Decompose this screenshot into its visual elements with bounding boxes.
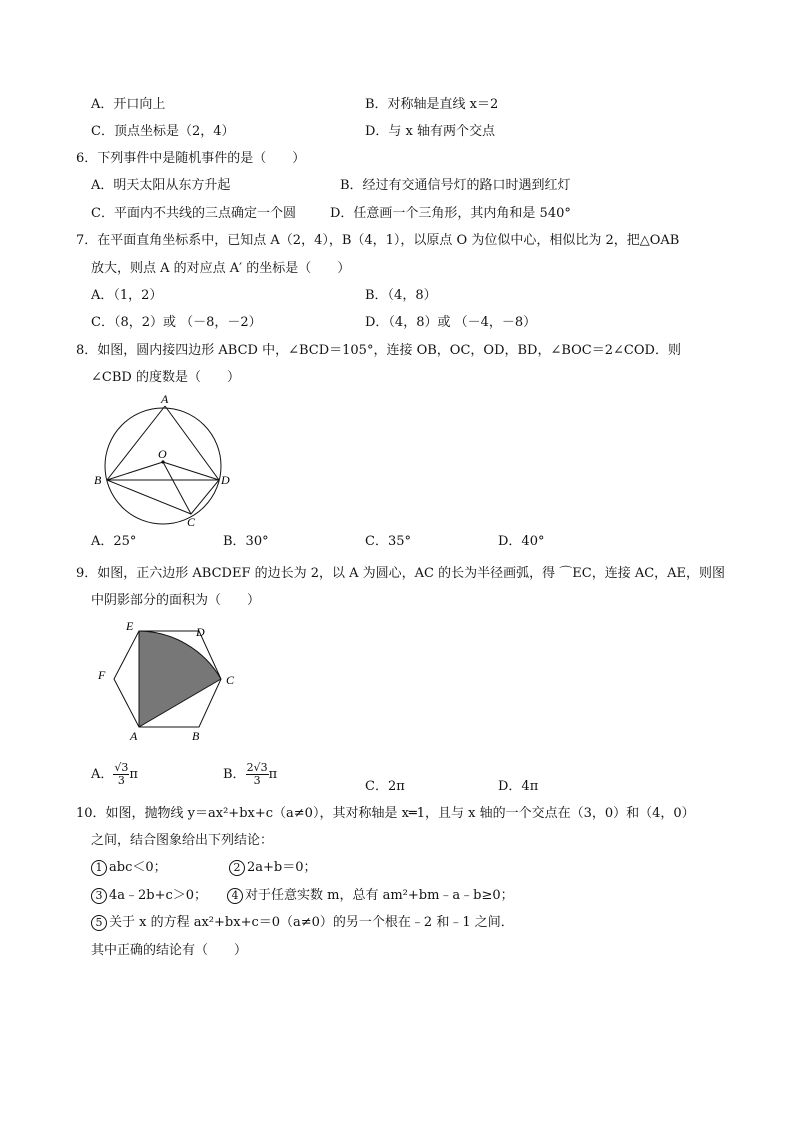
segment-ob [107, 462, 163, 480]
option-b-pi: π [268, 767, 278, 782]
q10-conclusion-2 [229, 859, 317, 877]
q6-option-a: A．明天太阳从东方升起 [91, 178, 231, 193]
label-b: B [94, 473, 102, 487]
q8-option-b: B．30° [223, 534, 269, 549]
label-f: F [98, 668, 106, 682]
q8-option-a: A．25° [91, 534, 137, 549]
q6-option-b: B．经过有交通信号灯的路口时遇到红灯 [340, 178, 571, 193]
q8-stem-line2: ∠CBD 的度数是（ ） [91, 370, 240, 385]
q9-option-a [91, 762, 138, 787]
conclusion-5-text: 关于 x 的方程 ax²+bx+c＝0（a≠0）的另一个根在﹣2 和﹣1 之间． [109, 915, 514, 930]
label-e: E [126, 619, 134, 633]
option-a-pi: π [129, 767, 138, 782]
circle-number-4: 4 [227, 888, 243, 904]
circumscribed-circle [105, 408, 221, 524]
q8-option-d: D．40° [498, 534, 545, 549]
q6-option-d: D．任意画一个三角形，其内角和是 540° [330, 206, 571, 221]
q10-conclusion-1 [91, 859, 167, 877]
label-d: D [196, 625, 205, 639]
circle-number-1: 1 [91, 860, 107, 876]
q6-stem: 6．下列事件中是随机事件的是（ ） [76, 151, 306, 166]
label-a: A [161, 394, 169, 406]
q10-conclusion-3 [91, 887, 207, 905]
q9-option-b [223, 762, 277, 787]
q8-stem-line1: 8．如图，圆内接四边形 ABCD 中，∠BCD＝105°，连接 OB，OC，OD，BD，∠BOC＝2∠COD．则 [76, 343, 681, 358]
conclusion-3-text: 4a﹣2b+c＞0； [109, 888, 208, 903]
q7-stem-line2: 放大，则点 A 的对应点 A′ 的坐标是（ ） [91, 261, 351, 276]
q7-option-d: D．（4，8）或 （－4，－8） [365, 315, 537, 330]
q10-conclusion-4 [227, 887, 514, 905]
q7-option-a: A．（1，2） [91, 288, 163, 303]
q5-option-b: B．对称轴是直线 x＝2 [365, 97, 499, 112]
q9-stem-line1: 9．如图，正六边形 ABCDEF 的边长为 2，以 A 为圆心，AC 的长为半径画弧，得 ⌒EC，连接 AC，AE，则图 [76, 566, 726, 581]
label-a: A [130, 729, 138, 743]
label-c: C [187, 515, 196, 529]
option-a-numerator: √3 [114, 761, 129, 774]
option-b-numerator: 2√3 [246, 761, 268, 774]
option-a-prefix: A． [91, 767, 114, 782]
label-o: O [158, 447, 167, 461]
circle-number-2: 2 [229, 860, 245, 876]
q6-option-c: C．平面内不共线的三点确定一个圆 [91, 206, 296, 221]
q9-stem-line2: 中阴影部分的面积为（ ） [91, 593, 261, 608]
q10-stem-line2: 之间，结合图象给出下列结论： [91, 833, 274, 848]
conclusion-2-text: 2a+b＝0； [247, 860, 317, 875]
option-b-fraction [246, 762, 269, 787]
q10-question-tail: 其中正确的结论有（ ） [91, 943, 248, 958]
conclusion-4-text: 对于任意实数 m，总有 am²+bm﹣a﹣b≥0； [245, 888, 514, 903]
conclusion-1-text: abc＜0； [109, 860, 167, 875]
shaded-sector [139, 631, 221, 727]
q7-option-b: B．（4，8） [365, 288, 437, 303]
q8-circle-figure [88, 394, 238, 530]
q5-option-a: A．开口向上 [91, 97, 166, 112]
q9-option-c: C．2π [365, 779, 405, 794]
q5-option-d: D．与 x 轴有两个交点 [365, 124, 496, 139]
circle-number-3: 3 [91, 888, 107, 904]
q7-option-c: C．（8，2）或 （－8，－2） [91, 315, 262, 330]
option-a-denominator: 3 [117, 774, 125, 787]
option-b-denominator: 3 [253, 774, 261, 787]
q10-conclusion-5 [91, 914, 514, 932]
q9-option-d: D．4π [498, 779, 539, 794]
label-b: B [192, 729, 200, 743]
q10-stem-line1: 10．如图，抛物线 y＝ax²+bx+c（a≠0），其对称轴是 x═1，且与 x 轴的一个交点在（3，0）和（4，0） [76, 806, 695, 821]
option-b-prefix: B． [223, 767, 246, 782]
q7-stem-line1: 7．在平面直角坐标系中，已知点 A（2，4），B（4，1），以原点 O 为位似中心，相似比为 2，把△OAB [76, 233, 680, 248]
q5-option-c: C．顶点坐标是（2，4） [91, 124, 235, 139]
option-a-fraction [113, 762, 129, 787]
label-c: C [226, 673, 235, 687]
circle-number-5: 5 [91, 915, 107, 931]
q9-hexagon-figure [92, 616, 242, 746]
label-d: D [221, 473, 230, 487]
q8-option-c: C．35° [365, 534, 411, 549]
